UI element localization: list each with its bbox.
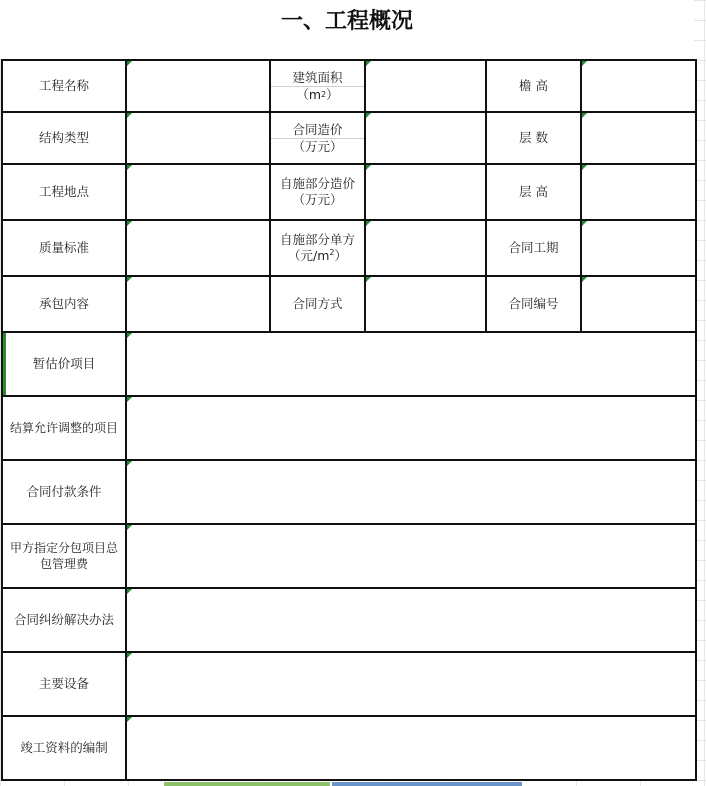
cell-contract-number[interactable] <box>581 276 696 332</box>
table-row <box>2 588 696 652</box>
cell-floor-height[interactable] <box>581 164 696 220</box>
cell-subcontract-fee[interactable] <box>126 524 696 588</box>
cell-provisional-items[interactable] <box>126 332 696 396</box>
cell-adjustable-items[interactable] <box>126 396 696 460</box>
cell-eave-height[interactable] <box>581 60 696 112</box>
cell-self-cost[interactable] <box>365 164 486 220</box>
table-row <box>2 652 696 716</box>
label-project-name: 工程名称 <box>2 60 126 112</box>
label-contract-number: 合同编号 <box>486 276 581 332</box>
label-floor-height: 层 高 <box>486 164 581 220</box>
label-completion-docs: 竣工资料的编制 <box>2 716 126 780</box>
cell-marker <box>127 589 132 594</box>
label-contract-period: 合同工期 <box>486 220 581 276</box>
label-contract-price-top: 合同造价 <box>292 121 343 137</box>
label-adjustable-items: 结算允许调整的项目 <box>2 396 126 460</box>
project-overview-table <box>1 59 697 781</box>
label-project-location: 工程地点 <box>2 164 126 220</box>
table-row <box>2 460 696 524</box>
sheet-tab-green[interactable] <box>164 782 330 786</box>
cell-quality-standard[interactable] <box>126 220 270 276</box>
cell-marker <box>127 221 132 226</box>
label-building-area-unit: （m 2 ） <box>271 86 364 103</box>
cell-dispute-resolution[interactable] <box>126 588 696 652</box>
cell-marker <box>127 61 132 66</box>
table-row <box>2 716 696 780</box>
cell-marker <box>127 277 132 282</box>
cell-building-area[interactable] <box>365 60 486 112</box>
title-band <box>0 0 694 58</box>
cell-marker <box>582 61 587 66</box>
label-dispute-resolution: 合同纠纷解决办法 <box>2 588 126 652</box>
cell-marker <box>127 165 132 170</box>
label-eave-height: 檐 高 <box>486 60 581 112</box>
cell-marker <box>582 277 587 282</box>
label-main-equipment: 主要设备 <box>2 652 126 716</box>
cell-contract-method[interactable] <box>365 276 486 332</box>
label-payment-terms: 合同付款条件 <box>2 460 126 524</box>
cell-marker <box>366 277 371 282</box>
cell-marker <box>366 221 371 226</box>
cell-marker <box>127 397 132 402</box>
label-provisional-items: 暂估价项目 <box>2 332 126 396</box>
cell-marker <box>582 165 587 170</box>
table-row <box>2 332 696 396</box>
label-self-unit-cost: 自施部分单方 （元$/m^2$） <box>270 220 365 276</box>
cell-marker <box>582 113 587 118</box>
label-floor-count: 层 数 <box>486 112 581 164</box>
label-contract-price-unit: （万元） <box>271 138 364 155</box>
table-row <box>2 276 696 332</box>
label-contract-scope: 承包内容 <box>2 276 126 332</box>
label-building-area-top: 建筑面积 <box>292 69 343 85</box>
table-row <box>2 112 696 164</box>
cell-project-location[interactable] <box>126 164 270 220</box>
cell-self-unit-cost[interactable] <box>365 220 486 276</box>
cell-marker <box>127 525 132 530</box>
cell-marker <box>127 653 132 658</box>
cell-floor-count[interactable] <box>581 112 696 164</box>
label-self-cost: 自施部分造价 （万元） <box>270 164 365 220</box>
label-building-area <box>270 60 365 112</box>
cell-contract-scope[interactable] <box>126 276 270 332</box>
table-row <box>2 220 696 276</box>
cell-structure-type[interactable] <box>126 112 270 164</box>
label-structure-type: 结构类型 <box>2 112 126 164</box>
table-row <box>2 60 696 112</box>
table-row <box>2 164 696 220</box>
cell-contract-period[interactable] <box>581 220 696 276</box>
cell-marker <box>366 165 371 170</box>
cell-main-equipment[interactable] <box>126 652 696 716</box>
label-contract-price <box>270 112 365 164</box>
label-subcontract-fee: 甲方指定分包项目总 包管理费 <box>2 524 126 588</box>
page-title: 一、工程概况 <box>280 8 413 34</box>
table-row <box>2 396 696 460</box>
table-row <box>2 524 696 588</box>
cell-marker <box>366 61 371 66</box>
cell-marker <box>127 333 132 338</box>
cell-marker <box>582 221 587 226</box>
cell-payment-terms[interactable] <box>126 460 696 524</box>
sheet-tab-blue[interactable] <box>332 782 522 786</box>
cell-project-name[interactable] <box>126 60 270 112</box>
label-quality-standard: 质量标准 <box>2 220 126 276</box>
cell-marker <box>366 113 371 118</box>
cell-marker <box>127 113 132 118</box>
cell-marker <box>127 461 132 466</box>
cell-contract-price[interactable] <box>365 112 486 164</box>
cell-completion-docs[interactable] <box>126 716 696 780</box>
label-contract-method: 合同方式 <box>270 276 365 332</box>
cell-marker <box>127 717 132 722</box>
